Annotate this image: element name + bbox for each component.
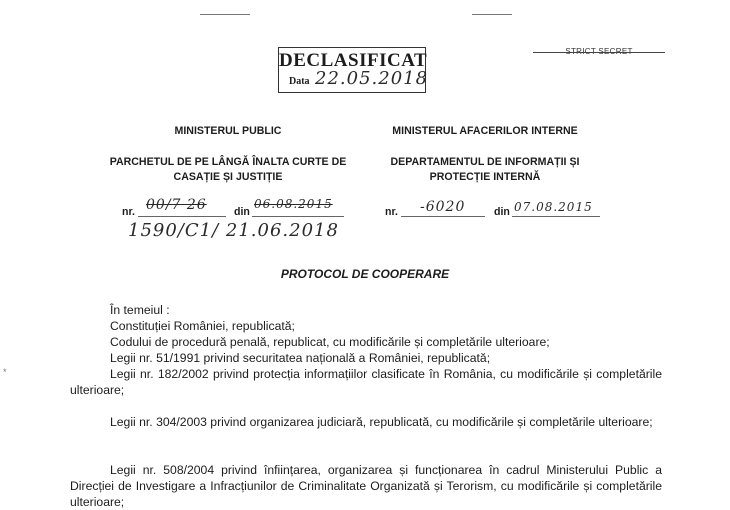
scan-artifact-line bbox=[472, 14, 512, 15]
left-dept bbox=[98, 155, 358, 185]
left-nr-label: nr. bbox=[122, 206, 135, 218]
margin-mark: * bbox=[3, 367, 7, 377]
right-nr-label: nr. bbox=[385, 206, 398, 218]
left-nr-line bbox=[138, 216, 226, 217]
left-org: MINISTERUL PUBLIC bbox=[174, 125, 282, 137]
right-din-line bbox=[512, 216, 600, 217]
left-dept-line-2: CASAȚIE ȘI JUSTIȚIE bbox=[173, 171, 283, 183]
body-item: Codului de procedură penală, republicat, cu modificările și completările ulterioare; bbox=[110, 335, 550, 349]
document-title: PROTOCOL DE COOPERARE bbox=[280, 267, 450, 281]
declassified-stamp bbox=[278, 47, 429, 93]
left-nr-value: 00/7 26 bbox=[146, 197, 207, 213]
classification-strikethrough bbox=[533, 52, 665, 53]
right-din-label: din bbox=[494, 206, 510, 218]
body-item: Constituției României, republicată; bbox=[110, 319, 295, 333]
left-din-line bbox=[252, 216, 344, 217]
stamp-title: DECLASIFICAT bbox=[279, 50, 428, 71]
right-nr-line bbox=[401, 216, 485, 217]
body-item: Legii nr. 182/2002 privind protecția informațiilor clasificate în România, cu modificările și completările ulterioare; bbox=[70, 367, 662, 397]
stamp-date-label: Data bbox=[289, 76, 310, 87]
body-item: Legii nr. 51/1991 privind securitatea națională a României, republicată; bbox=[110, 351, 491, 365]
left-new-reference: 1590/C1/ 21.06.2018 bbox=[128, 220, 339, 241]
right-dept-line-2: PROTECȚIE INTERNĂ bbox=[429, 171, 541, 183]
scan-artifact-line bbox=[200, 14, 250, 15]
right-dept-line-1: DEPARTAMENTUL DE INFORMAȚII ȘI bbox=[390, 156, 580, 168]
stamp-date: 22.05.2018 bbox=[315, 68, 429, 89]
right-nr-value: -6020 bbox=[420, 199, 466, 215]
right-org: MINISTERUL AFACERILOR INTERNE bbox=[392, 125, 578, 137]
body-item: Legii nr. 304/2003 privind organizarea judiciară, republicată, cu modificările și completările ulterioare; bbox=[110, 415, 653, 429]
right-din-value: 07.08.2015 bbox=[514, 200, 593, 214]
left-din-value: 06.08.2015 bbox=[254, 197, 333, 211]
body-intro: În temeiul : bbox=[110, 303, 170, 317]
left-dept-line-1: PARCHETUL DE PE LÂNGĂ ÎNALTA CURTE DE bbox=[109, 156, 347, 168]
right-dept bbox=[375, 155, 595, 185]
body-item: Legii nr. 508/2004 privind înființarea, organizarea și funcționarea în cadrul Ministerului Public a Direcției de Investigare a Infracțiunilor de Criminalitate Organizată și Terorism, cu modificările și completările ulterioare; bbox=[70, 463, 662, 509]
left-din-label: din bbox=[234, 206, 250, 218]
